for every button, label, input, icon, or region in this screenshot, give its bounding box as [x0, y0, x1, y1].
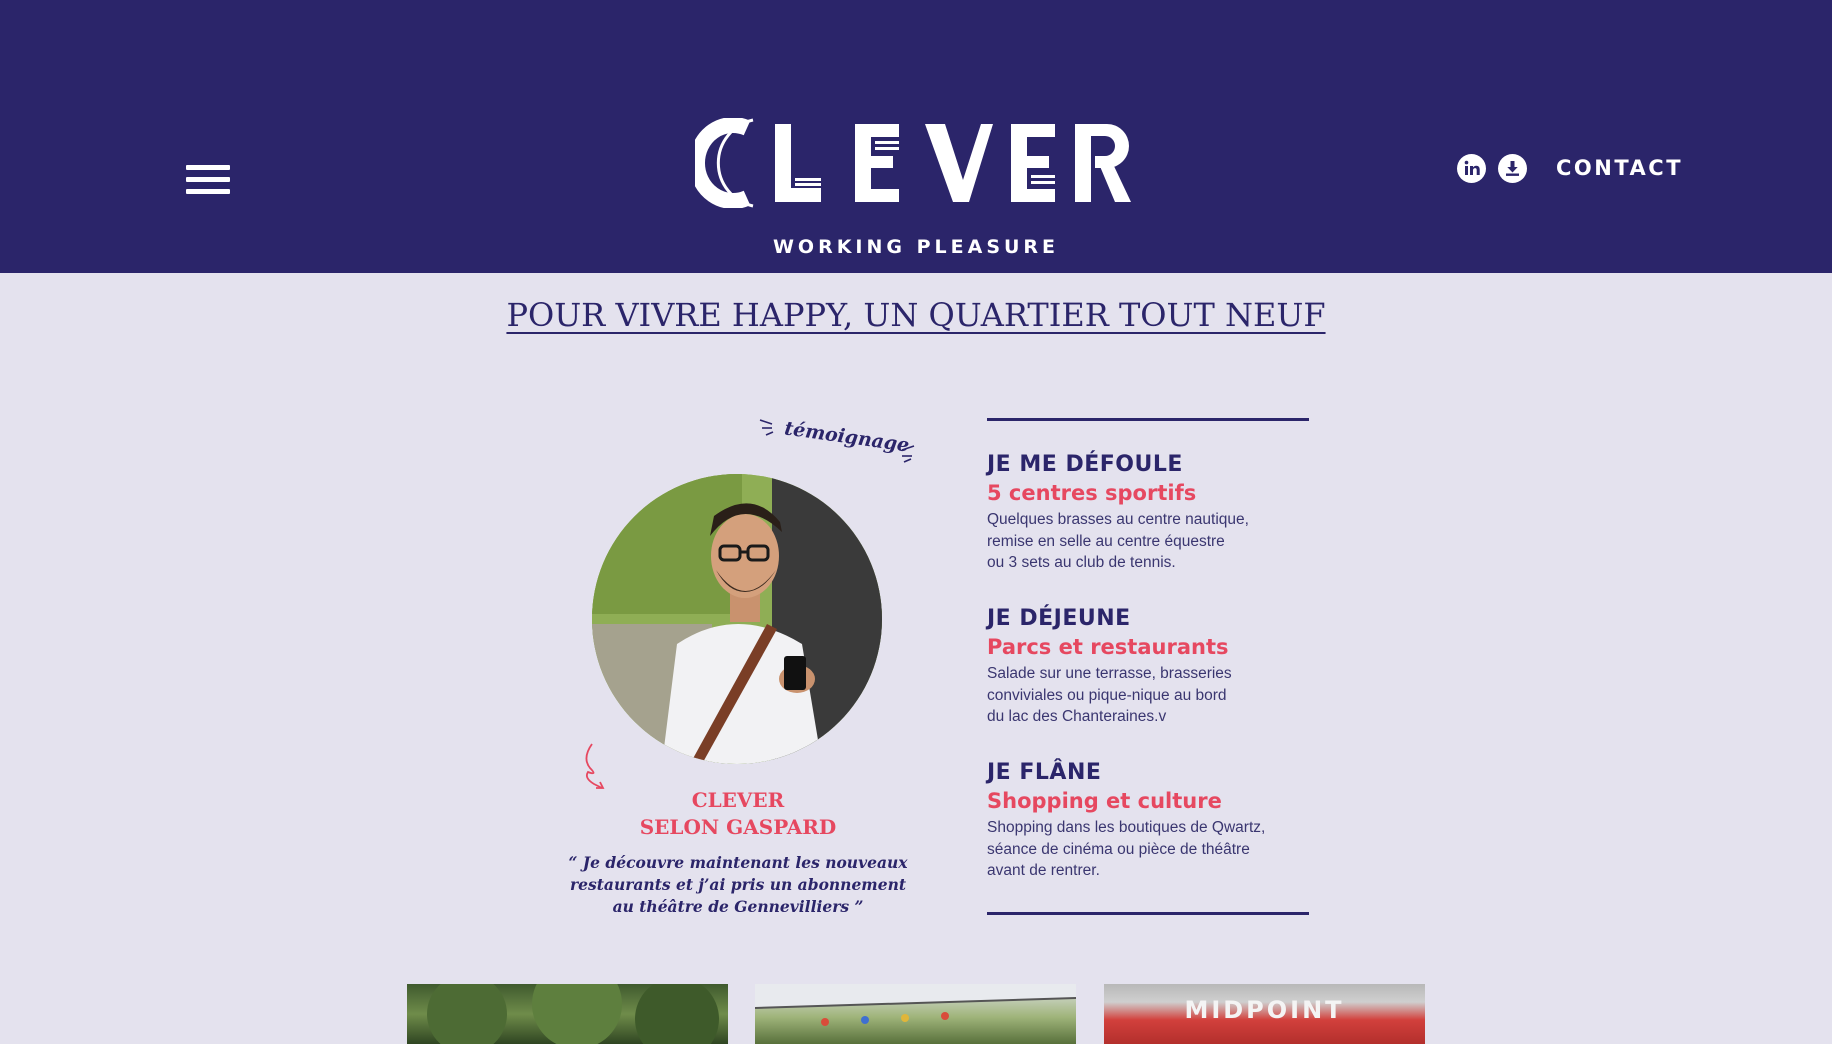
activity-description: Quelques brasses au centre nautique, remise en selle au centre équestre ou 3 sets au club de tennis.: [987, 511, 1249, 571]
testimonial-quote-line1: “ Je découvre maintenant les nouveaux: [568, 853, 908, 872]
gaspard-portrait-photo: [592, 474, 882, 764]
activity-subtitle: Parcs et restaurants: [987, 635, 1229, 659]
divider-top: [987, 418, 1309, 421]
activity-item: [987, 606, 1317, 728]
activity-title: JE DÉJEUNE: [987, 606, 1131, 631]
testimonial-name: [560, 787, 916, 841]
section-title: POUR VIVRE HAPPY, UN QUARTIER TOUT NEUF: [506, 296, 1326, 334]
activity-subtitle: Shopping et culture: [987, 789, 1222, 813]
contact-link[interactable]: CONTACT: [1556, 156, 1684, 180]
curly-arrow-icon: [580, 742, 614, 792]
testimonial-tag: [758, 412, 918, 468]
hamburger-menu-icon[interactable]: [186, 165, 230, 199]
linkedin-icon[interactable]: [1457, 154, 1486, 183]
testimonial-quote: [560, 852, 916, 918]
site-header: [0, 0, 1832, 273]
clever-logo[interactable]: [695, 118, 1135, 208]
testimonial-tag-label: témoignage: [783, 417, 911, 457]
activity-title: JE ME DÉFOULE: [987, 452, 1183, 477]
download-icon[interactable]: [1498, 154, 1527, 183]
testimonial-name-line1: CLEVER: [691, 788, 785, 812]
thumbnail-midpoint-photo[interactable]: [1104, 984, 1425, 1044]
activity-description: Shopping dans les boutiques de Qwartz, séance de cinéma ou pièce de théâtre avant de rentrer.: [987, 819, 1266, 879]
thumbnail-terrace-photo[interactable]: [755, 984, 1076, 1044]
midpoint-sign-text: MIDPOINT: [1184, 996, 1345, 1024]
tagline: WORKING PLEASURE: [772, 236, 1060, 258]
testimonial-quote-line3: au théâtre de Gennevilliers ”: [612, 897, 864, 916]
thumbnail-trees-photo[interactable]: [407, 984, 728, 1044]
activity-item: [987, 760, 1317, 882]
divider-bottom: [987, 912, 1309, 915]
activity-item: [987, 452, 1317, 574]
activity-description: Salade sur une terrasse, brasseries conviviales ou pique-nique au bord du lac des Chanteraines.v: [987, 665, 1232, 725]
testimonial-quote-line2: restaurants et j’ai pris un abonnement: [570, 875, 906, 894]
activity-title: JE FLÂNE: [987, 760, 1102, 785]
testimonial-name-line2: SELON GASPARD: [639, 815, 837, 839]
clever-logo-graphic: [695, 118, 1135, 208]
activity-subtitle: 5 centres sportifs: [987, 481, 1197, 505]
